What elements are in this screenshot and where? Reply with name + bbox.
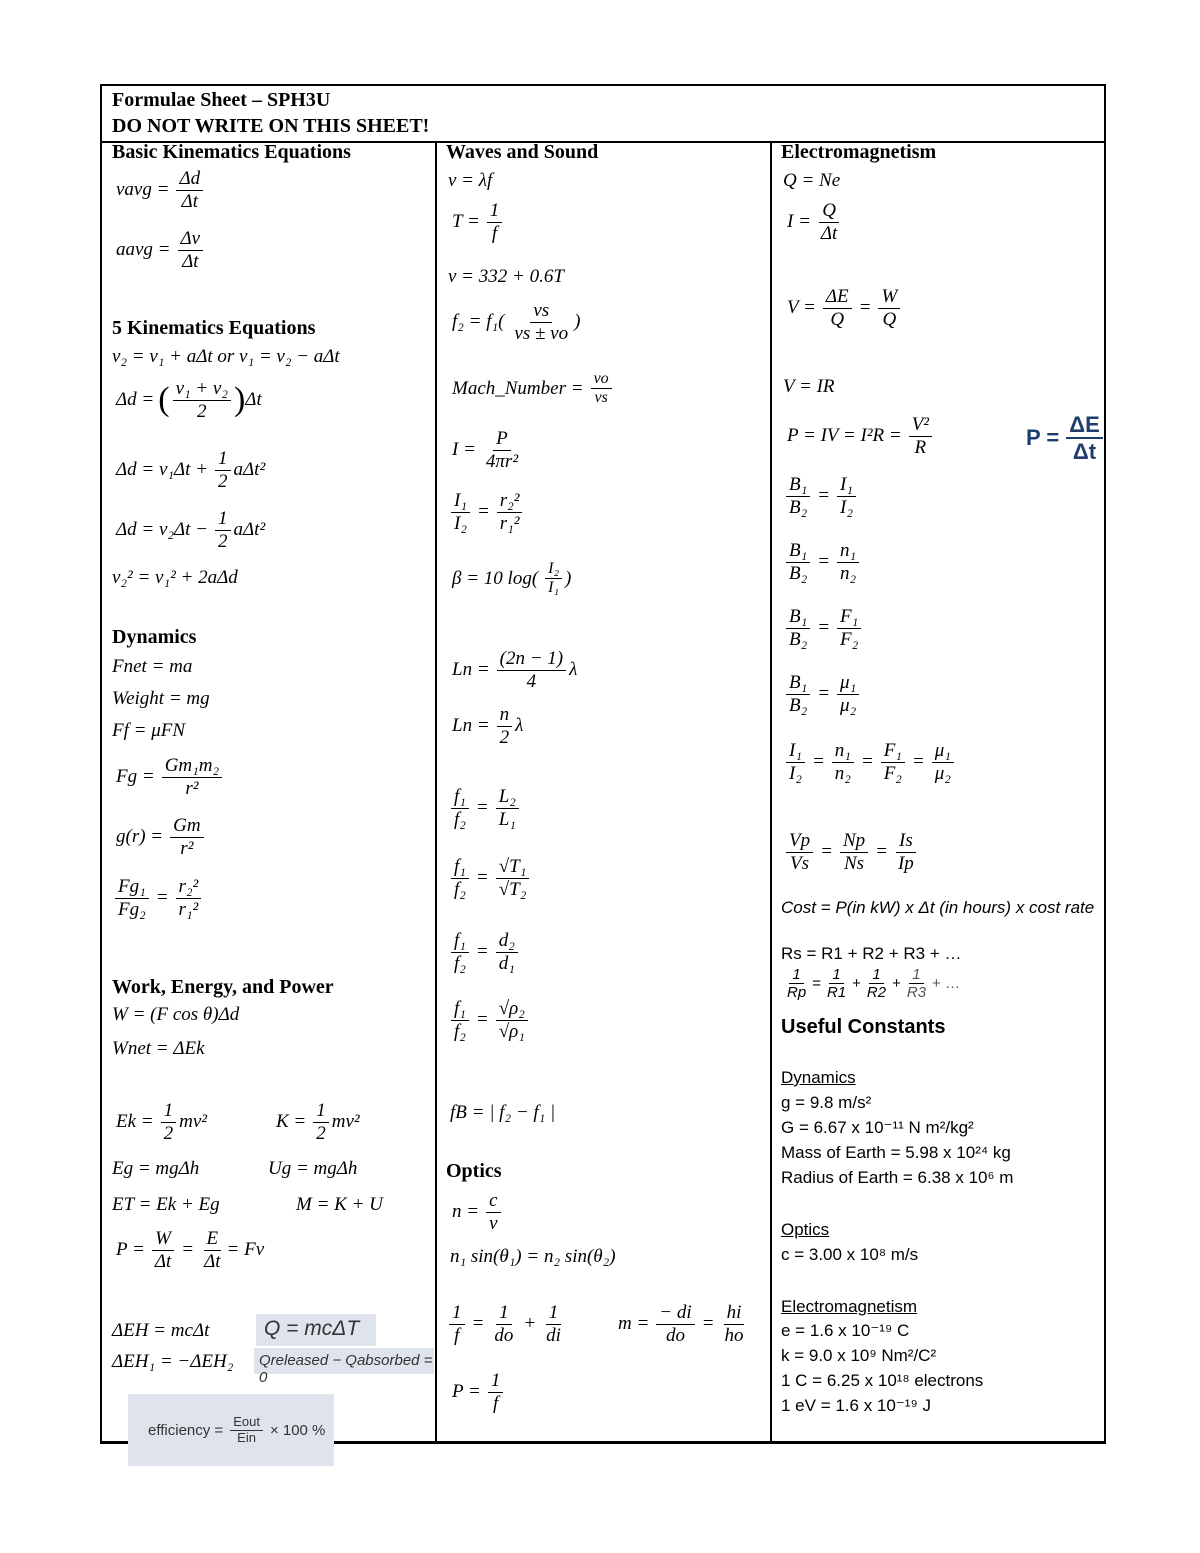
formula-doppler: f₂ = f₁( vs vs ± vo ) [452,300,581,344]
constant-electron-volt: 1 eV = 1.6 x 10⁻¹⁹ J [781,1396,931,1415]
formula-gravitation: Fg = $\frac{\text{Gm₁m₂}}{\text{r²}}$ [112,755,225,800]
formula-freq-tension-ratio: $\frac{\text{f₁}}{\text{f₂}}$ = $\frac{\text{√T₁}}{\text{√T₂}}$ [448,856,532,901]
formula-vavg: vavg = $\frac{\Delta d}{\Delta t}$ [112,168,206,213]
formula-closed-air-column: Ln = $\frac{(2n - 1)}{4}$ λ [452,648,578,692]
formula-mach: Mach_Number = $\frac{vo}{vs}$ [448,370,615,408]
formula-et: ET = Ek + Eg [112,1194,220,1215]
formula-parallel-resistance: $\frac{1}{Rp}$ = $\frac{1}{R1}$ + $\frac{1}{R2}$ + $\frac{1}{R3}$ + … [787,966,960,1002]
formula-freq-diameter-ratio: $\frac{\text{f₁}}{\text{f₂}}$ = $\frac{\text{d₂}}{\text{d₁}}$ [448,930,521,975]
formula-k4: Δd = v₂Δt − $\frac{1}{2}$ aΔt² [116,508,266,552]
sheet-header [102,86,1104,143]
formula-eg: Eg = mgΔh [112,1158,200,1179]
formula-g-of-r: g(r) = $\frac{Gm}{\text{r²}}$ [112,815,207,860]
formula-m: M = K + U [296,1194,383,1215]
formula-wnet: Wnet = ΔEk [112,1038,205,1059]
formula-fg-ratio: $\frac{\text{Fg₁}}{\text{Fg₂}}$ = $\frac{\text{r₂²}}{\text{r₁²}}$ [112,876,204,921]
heading-electromagnetism: Electromagnetism [781,141,937,163]
box-q-mc-dt: Q = mcΔT [256,1314,376,1346]
formula-heat: ΔEH = mcΔt [112,1320,210,1341]
formula-lens-power: P = $\frac{1}{f}$ [448,1370,506,1415]
formula-ohms-law: V = IR [783,376,835,397]
formula-refractive-index: n = $\frac{c}{v}$ [448,1190,504,1235]
formula-work: W = (F cos θ)Δd [112,1004,240,1025]
formula-sound-speed: v = 332 + 0.6T [448,266,564,287]
formula-wave-speed: v = λf [448,170,493,191]
constant-elementary-charge: e = 1.6 x 10⁻¹⁹ C [781,1321,910,1340]
column-divider [435,141,437,1441]
constant-coulomb: k = 9.0 x 10⁹ Nm²/C² [781,1346,937,1365]
label-dynamics-constants: Dynamics [781,1068,856,1087]
box-efficiency: efficiency = Eout Ein × 100 % [128,1394,334,1466]
formula-k5: v₂² = v₁² + 2aΔd [112,567,238,588]
formula-k2: Δd = ( v₁ + v₂ 2 ) Δt [116,378,262,422]
formula-freq-density-ratio: $\frac{\text{f₁}}{\text{f₂}}$ = $\frac{\text{√ρ₂}}{\text{√ρ₁}}$ [448,998,531,1043]
formula-field-force-ratio: $\frac{\text{B₁}}{\text{B₂}}$ = $\frac{\text{F₁}}{\text{F₂}}$ [783,606,864,651]
formula-k: K = $\frac{1}{2}$ mv² [276,1100,360,1144]
formula-cost: Cost = P(in kW) x Δt (in hours) x cost rate [781,898,1095,917]
box-q-balance: Qreleased − Qabsorbed = 0 [254,1348,434,1374]
formula-open-air-column: Ln = $\frac{n}{2}$ λ [452,704,524,748]
heading-work-energy-power: Work, Energy, and Power [112,976,334,998]
formula-decibel: β = 10 log( I₂ I₁ ) [452,560,572,597]
formula-transformer: $\frac{Vp}{Vs}$ = $\frac{Np}{Ns}$ = $\frac{Is}{Ip}$ [783,830,920,875]
formula-period: T = $\frac{1}{f}$ [448,200,505,245]
formula-field-current-ratio: $\frac{\text{B₁}}{\text{B₂}}$ = $\frac{\text{I₁}}{\text{I₂}}$ [783,474,859,519]
formula-snells-law: n₁ sin(θ₁) = n₂ sin(θ₂) [450,1246,616,1267]
formula-fnet: Fnet = ma [112,656,193,677]
sheet-warning: DO NOT WRITE ON THIS SHEET! [112,115,430,137]
constant-speed-of-light: c = 3.00 x 10⁸ m/s [781,1245,919,1264]
label-em-constants: Electromagnetism [781,1297,918,1316]
column-divider [770,141,772,1441]
formula-charge: Q = Ne [783,170,841,191]
formula-ek: Ek = $\frac{1}{2}$ mv² [116,1100,207,1144]
formula-combined-ratio: $\frac{\text{I₁}}{\text{I₂}}$ = $\frac{\text{n₁}}{\text{n₂}}$ = $\frac{\text{F₁}}{\text{F₂}}$ = $\frac{\text{μ₁}}{\text{μ₂}}$ [783,740,957,785]
heading-waves-sound: Waves and Sound [446,141,599,163]
heading-optics: Optics [446,1160,502,1182]
constant-g: g = 9.8 m/s² [781,1093,872,1112]
formula-power-energy-time: P = $\frac{\Delta E}{\Delta t}$ [1022,412,1106,465]
formula-series-resistance: Rs = R1 + R2 + R3 + … [781,944,962,963]
formula-ug: Ug = mgΔh [268,1158,358,1179]
constant-earth-mass: Mass of Earth = 5.98 x 10²⁴ kg [781,1143,1011,1162]
heading-useful-constants: Useful Constants [781,1016,946,1038]
formula-field-turns-ratio: $\frac{\text{B₁}}{\text{B₂}}$ = $\frac{\text{n₁}}{\text{n₂}}$ [783,540,862,585]
formula-intensity-ratio: $\frac{\text{I₁}}{\text{I₂}}$ = $\frac{\text{r₂²}}{\text{r₁²}}$ [448,490,525,535]
sheet-title: Formulae Sheet – SPH3U [112,89,331,111]
constant-big-g: G = 6.67 x 10⁻¹¹ N m²/kg² [781,1118,974,1137]
formula-k3: Δd = v₁Δt + $\frac{1}{2}$ aΔt² [116,448,266,492]
formula-weight: Weight = mg [112,688,210,709]
formula-freq-length-ratio: $\frac{\text{f₁}}{\text{f₂}}$ = $\frac{\text{L₂}}{\text{L₁}}$ [448,786,522,831]
formula-field-permeability-ratio: $\frac{\text{B₁}}{\text{B₂}}$ = $\frac{\text{μ₁}}{\text{μ₂}}$ [783,672,862,717]
formula-thin-lens: $\frac{1}{f}$ = $\frac{1}{do}$ + $\frac{1}{di}$ [446,1302,567,1347]
formula-intensity: I = $\frac{P}{\text{4πr²}}$ [452,428,519,472]
heading-dynamics: Dynamics [112,626,197,648]
formula-beat-frequency: fB = | f₂ − f₁ | [450,1102,556,1123]
constant-coulomb-electrons: 1 C = 6.25 x 10¹⁸ electrons [781,1371,984,1390]
formula-current: I = $\frac{Q}{\Delta t}$ [787,200,838,244]
label-optics-constants: Optics [781,1220,830,1239]
formula-power: P = $\frac{W}{\Delta t}$ = $\frac{E}{\Delta t}$ = Fv [116,1228,265,1272]
formula-heat-exchange: ΔEH₁ = −ΔEH₂ [112,1351,234,1372]
formula-potential: V = $\frac{\Delta E}{Q}$ = $\frac{W}{Q}$ [783,286,903,331]
formula-electric-power: P = IV = I²R = $\frac{\text{V²}}{R}$ [783,414,935,459]
heading-basic-kinematics: Basic Kinematics Equations [112,141,351,163]
formula-magnification: m = $\frac{- di}{do}$ = $\frac{hi}{ho}$ [618,1302,744,1346]
formula-aavg: aavg = $\frac{\Delta v}{\Delta t}$ [112,228,206,273]
formula-friction: Ff = μFN [112,720,186,741]
formula-k1: v₂ = v₁ + aΔt or v₁ = v₂ − aΔt [112,346,340,367]
constant-earth-radius: Radius of Earth = 6.38 x 10⁶ m [781,1168,1014,1187]
heading-five-kinematics: 5 Kinematics Equations [112,317,316,339]
